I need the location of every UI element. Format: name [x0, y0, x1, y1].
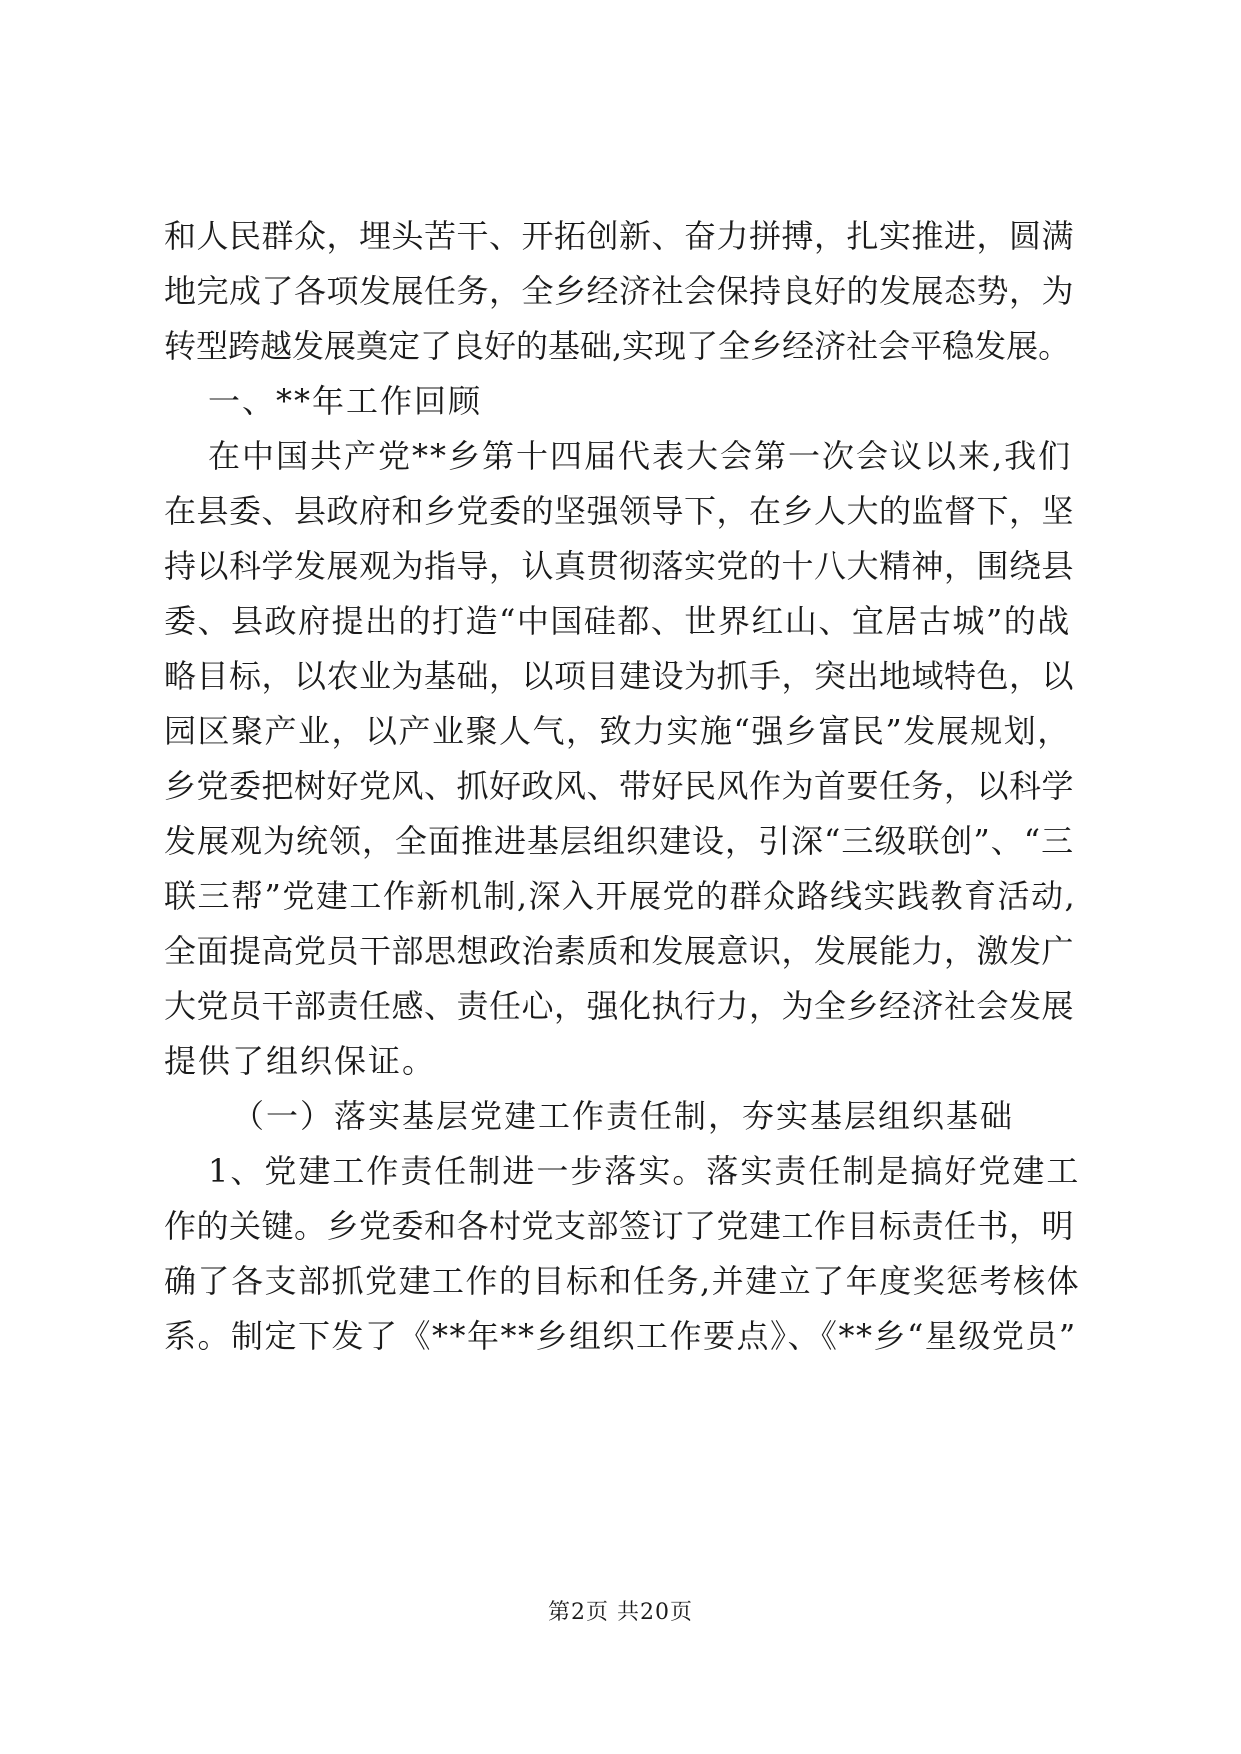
body-text-line: 和人民群众，埋头苦干、开拓创新、奋力拼搏，扎实推进，圆满 [164, 217, 1075, 255]
body-text-line: 地完成了各项发展任务，全乡经济社会保持良好的发展态势，为 [164, 272, 1075, 310]
body-text-line: 持以科学发展观为指导，认真贯彻落实党的十八大精神，围绕县 [164, 547, 1075, 585]
body-text-line: 发展观为统领，全面推进基层组织建设，引深“三级联创”、“三 [164, 822, 1075, 860]
body-text-line: 提供了组织保证。 [164, 1042, 437, 1080]
body-text-line: 园区聚产业，以产业聚人气，致力实施“强乡富民”发展规划， [164, 712, 1071, 750]
body-text-line: 大党员干部责任感、责任心，强化执行力，为全乡经济社会发展 [164, 987, 1075, 1025]
section-heading: 一、**年工作回顾 [208, 382, 483, 420]
body-text-line: 全面提高党员干部思想政治素质和发展意识，发展能力，激发广 [164, 932, 1075, 970]
body-text-line: 联三帮”党建工作新机制,深入开展党的群众路线实践教育活动, [164, 877, 1077, 915]
paragraph-first-line: 1、党建工作责任制进一步落实。落实责任制是搞好党建工 [208, 1152, 1081, 1190]
body-text-line: 委、县政府提出的打造“中国硅都、世界红山、宜居古城”的战 [164, 602, 1071, 640]
body-text-line: 确了各支部抓党建工作的目标和任务,并建立了年度奖惩考核体 [164, 1262, 1081, 1300]
page-number-footer: 第2页 共20页 [548, 1600, 693, 1625]
body-text-line: 转型跨越发展奠定了良好的基础,实现了全乡经济社会平稳发展。 [164, 327, 1071, 365]
body-text-line: 略目标，以农业为基础，以项目建设为抓手，突出地域特色，以 [164, 657, 1075, 695]
body-text-line: 在县委、县政府和乡党委的坚强领导下，在乡人大的监督下，坚 [164, 492, 1075, 530]
paragraph-first-line: 在中国共产党**乡第十四届代表大会第一次会议以来,我们 [208, 437, 1073, 475]
body-text-line: 系。制定下发了《**年**乡组织工作要点》、《**乡“星级党员” [164, 1317, 1077, 1355]
subsection-heading: （一）落实基层党建工作责任制，夯实基层组织基础 [232, 1097, 1015, 1135]
body-text-line: 乡党委把树好党风、抓好政风、带好民风作为首要任务，以科学 [164, 767, 1075, 805]
body-text-line: 作的关键。乡党委和各村党支部签订了党建工作目标责任书，明 [164, 1207, 1075, 1245]
